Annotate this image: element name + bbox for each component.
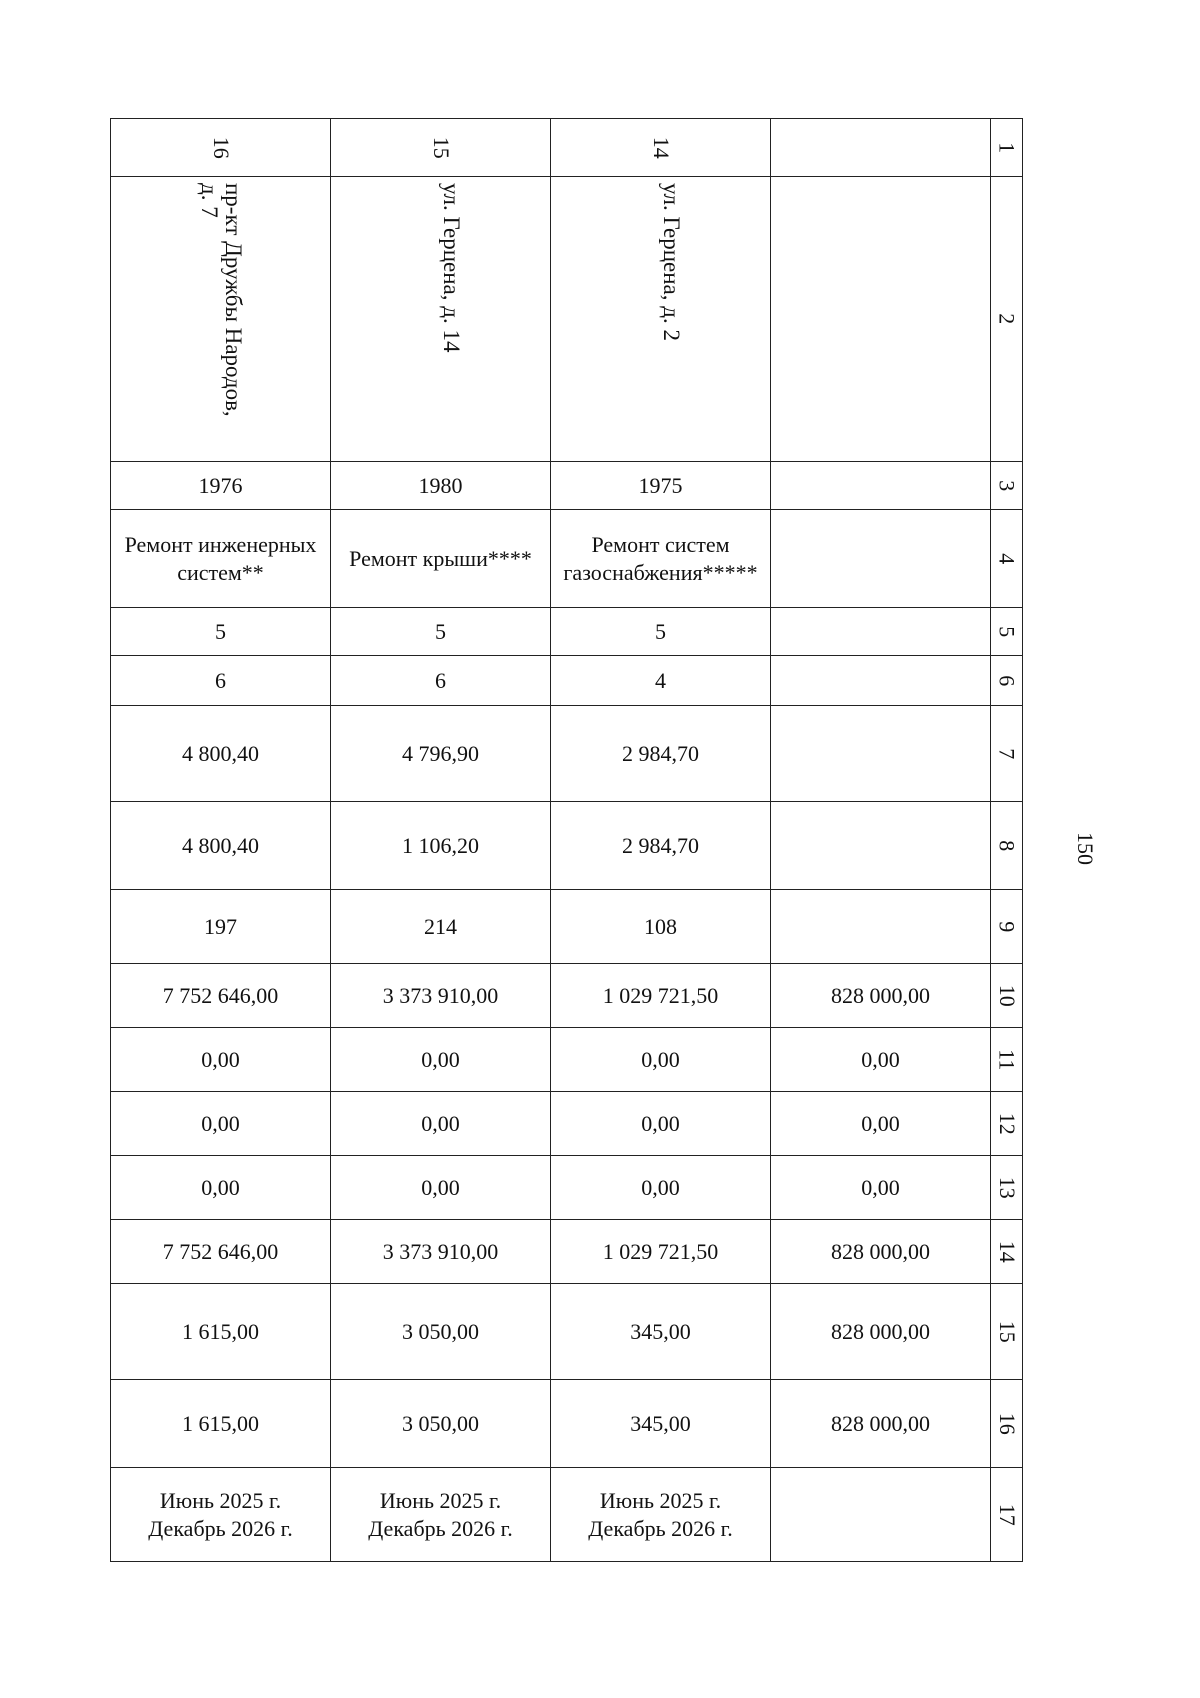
row-number: 4 (991, 510, 1023, 608)
cell-work-type: Ремонт крыши**** (331, 510, 551, 608)
cell-value: 0,00 (111, 1156, 331, 1220)
table-row (111, 177, 1023, 462)
row-number: 3 (991, 462, 1023, 510)
address-text: ул. Герцена, д. 14 (439, 183, 465, 353)
table-row (111, 1156, 1023, 1220)
row-number: 14 (991, 1220, 1023, 1284)
cell-value: 1 029 721,50 (551, 964, 771, 1028)
table-row (111, 802, 1023, 890)
cell-value: 2 984,70 (551, 802, 771, 890)
cell-total: 828 000,00 (771, 964, 991, 1028)
table-row (111, 1092, 1023, 1156)
cell-value: 4 800,40 (111, 802, 331, 890)
cell-object-number: 16 (111, 119, 331, 177)
cell-empty (771, 802, 991, 890)
table-row (111, 608, 1023, 656)
cell-value: 6 (331, 656, 551, 706)
row-number: 8 (991, 802, 1023, 890)
table-row (111, 1220, 1023, 1284)
cell-value: 197 (111, 890, 331, 964)
cell-period: Июнь 2025 г. Декабрь 2026 г. (551, 1468, 771, 1562)
cell-value: 5 (331, 608, 551, 656)
cell-value: 1 029 721,50 (551, 1220, 771, 1284)
row-number: 2 (991, 177, 1023, 462)
table-row (111, 1028, 1023, 1092)
cell-value: 4 796,90 (331, 706, 551, 802)
cell-value: 1 106,20 (331, 802, 551, 890)
table-row (111, 462, 1023, 510)
table-row (111, 510, 1023, 608)
cell-address (111, 177, 331, 462)
cell-object-number: 15 (331, 119, 551, 177)
cell-value: 108 (551, 890, 771, 964)
cell-total: 828 000,00 (771, 1220, 991, 1284)
cell-value: 0,00 (331, 1092, 551, 1156)
cell-value: 3 050,00 (331, 1284, 551, 1380)
row-number: 16 (991, 1380, 1023, 1468)
row-number: 10 (991, 964, 1023, 1028)
cell-value: 3 373 910,00 (331, 1220, 551, 1284)
row-number: 7 (991, 706, 1023, 802)
table-row (111, 1380, 1023, 1468)
table-row (111, 890, 1023, 964)
cell-value: 2 984,70 (551, 706, 771, 802)
address-text: пр-кт Дружбы Народов, д. 7 (196, 183, 246, 417)
cell-address (331, 177, 551, 462)
cell-address (551, 177, 771, 462)
cell-empty (771, 177, 991, 462)
cell-period: Июнь 2025 г. Декабрь 2026 г. (331, 1468, 551, 1562)
cell-work-type: Ремонт инженерных систем** (111, 510, 331, 608)
cell-total: 0,00 (771, 1156, 991, 1220)
cell-value: 3 050,00 (331, 1380, 551, 1468)
page-number: 150 (1073, 832, 1098, 865)
cell-empty (771, 608, 991, 656)
table-row (111, 119, 1023, 177)
cell-empty (771, 462, 991, 510)
cell-total: 0,00 (771, 1092, 991, 1156)
cell-year: 1980 (331, 462, 551, 510)
cell-value: 0,00 (331, 1156, 551, 1220)
table-row (111, 1468, 1023, 1562)
cell-value: 7 752 646,00 (111, 964, 331, 1028)
cell-empty (771, 706, 991, 802)
row-number: 12 (991, 1092, 1023, 1156)
row-number: 6 (991, 656, 1023, 706)
cell-value: 345,00 (551, 1284, 771, 1380)
cell-value: 1 615,00 (111, 1380, 331, 1468)
cell-value: 7 752 646,00 (111, 1220, 331, 1284)
cell-value: 345,00 (551, 1380, 771, 1468)
cell-value: 4 (551, 656, 771, 706)
cell-value: 1 615,00 (111, 1284, 331, 1380)
cell-value: 3 373 910,00 (331, 964, 551, 1028)
cell-value: 5 (551, 608, 771, 656)
cell-period: Июнь 2025 г. Декабрь 2026 г. (111, 1468, 331, 1562)
table-row (111, 1284, 1023, 1380)
cell-value: 214 (331, 890, 551, 964)
table-row (111, 706, 1023, 802)
cell-empty (771, 510, 991, 608)
row-number: 13 (991, 1156, 1023, 1220)
address-text: ул. Герцена, д. 2 (659, 183, 685, 341)
cell-work-type: Ремонт систем газоснабжения***** (551, 510, 771, 608)
rotated-data-table (110, 118, 1023, 1562)
cell-empty (771, 656, 991, 706)
cell-value: 0,00 (331, 1028, 551, 1092)
row-number: 17 (991, 1468, 1023, 1562)
cell-value: 0,00 (551, 1028, 771, 1092)
cell-value: 0,00 (551, 1092, 771, 1156)
row-number: 9 (991, 890, 1023, 964)
cell-object-number: 14 (551, 119, 771, 177)
cell-value: 5 (111, 608, 331, 656)
row-number: 15 (991, 1284, 1023, 1380)
row-number: 11 (991, 1028, 1023, 1092)
cell-total: 828 000,00 (771, 1284, 991, 1380)
cell-value: 0,00 (111, 1028, 331, 1092)
cell-empty (771, 119, 991, 177)
cell-year: 1976 (111, 462, 331, 510)
row-number: 1 (991, 119, 1023, 177)
table-row (111, 964, 1023, 1028)
row-number: 5 (991, 608, 1023, 656)
cell-value: 4 800,40 (111, 706, 331, 802)
table-row (111, 656, 1023, 706)
cell-value: 0,00 (551, 1156, 771, 1220)
cell-empty (771, 890, 991, 964)
cell-total: 828 000,00 (771, 1380, 991, 1468)
cell-total: 0,00 (771, 1028, 991, 1092)
cell-value: 6 (111, 656, 331, 706)
cell-year: 1975 (551, 462, 771, 510)
cell-value: 0,00 (111, 1092, 331, 1156)
cell-empty (771, 1468, 991, 1562)
